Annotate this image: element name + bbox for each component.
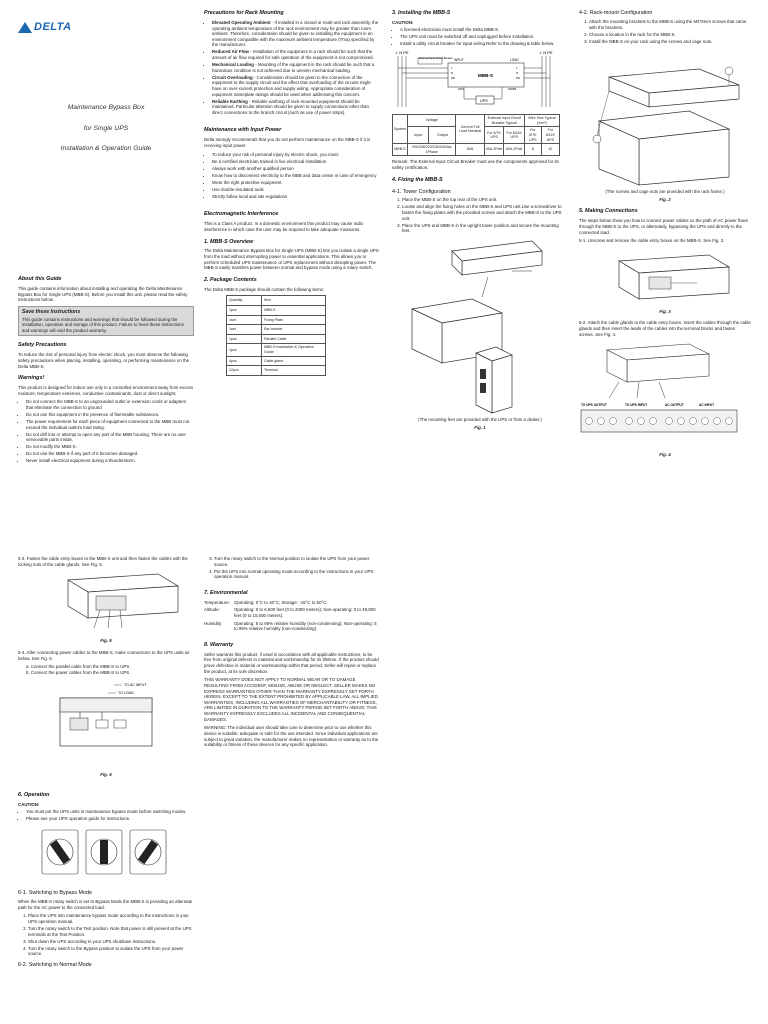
svg-text:N: N (451, 71, 454, 76)
ext-breaker-label: External Input Circuit Breaker (419, 57, 453, 61)
table-row: MBB-S 200/208/220/230/240Vac 1Phase 50A 40A 2Pole 60A 2Pole 8 10 (393, 144, 560, 156)
step-5-1: 5-1. Unscrew and remove the cable entry boxes on the MBB-S. See Fig. 3. (579, 238, 725, 244)
package-table (226, 295, 326, 375)
table-row: 12pcs Terminal (227, 366, 326, 376)
table-row: 1pcs Parallel Cable (227, 334, 326, 344)
wiring-diagram (392, 49, 568, 111)
conn-intro: The steps below show you how to connect power cables so the path of AC power flows through the MBB-S to the UPS, or alternately, bypassing the UPS and directly to the connected load. (579, 218, 748, 235)
fig6-illustration (18, 678, 194, 770)
normal-steps (204, 556, 380, 580)
fig3-illustration (579, 247, 751, 307)
brand-name: DELTA (34, 21, 72, 33)
list-item: • Elevated Operating Ambient - If installed in a closed or multi-unit rack assembly, the operating ambient temperature of the rack environment may be greater than room ambient. Therefore, consideration should be given to installing the equipment in an environment compatible with the maximum ambient temperature (Tma) specified by the manufacturer. (212, 20, 380, 48)
list-item: • Reduced Air Flow - Installation of the equipment in a rack should be such that the amount of air flow required for safe operation of the equipment is not compromised. (212, 49, 380, 60)
svg-text:PE: PE (451, 76, 456, 81)
list-item: • Use double-insulated tools (212, 187, 380, 193)
list-item: • Please see your UPS operation guide for instructions. (26, 816, 194, 822)
list-item: • Wear the right protective equipment (212, 180, 380, 186)
svg-text:N: N (516, 71, 519, 76)
list-item: • Circuit Overloading - Consideration should be given to the connection of the equipment to the supply circuit and the effect that overloading of the circuits might have on over-current protection and supply wiring. Appropriate consideration of equipment nameplate ratings should be used when addressing this concern. (212, 75, 380, 98)
about-heading: About this Guide (18, 276, 62, 283)
normal-subheading: 6-2. Switching to Normal Mode (18, 961, 92, 968)
list-item: • Know how to disconnect electricity to the MBB and data center in case of emergency (212, 173, 380, 179)
list-item: • Reliable Earthing - Reliable earthing of rack-mounted equipment should be maintained. Particular attention should be given to supply connections other than direct connections to the branch circuit (such as use of power strips). (212, 99, 380, 116)
lnpe-right-label: L N PE (540, 50, 553, 56)
safety-text: To reduce the risk of personal injury from electric shock, you must observe the following safety precautions when placing, installing, operating, or performing maintenance on the Delta MBB-S. (18, 352, 190, 369)
maint-heading: Maintenance with Input Power (204, 127, 282, 134)
bottom-column-2 (204, 556, 380, 751)
step-5-3: 5-3. Fasten the cable entry boxes to the MBB-S unit and then fasten the cables with the locking nuts of the cable glands. See Fig. 5. (18, 556, 188, 567)
safety-heading: Safety Precautions (18, 342, 67, 349)
operation-caution: CAUTION: (18, 801, 40, 807)
list-item: • Do not modify the MBB-S. (26, 444, 194, 450)
fig2-note: (The screws and cage nuts are provided with the rack frame.) (605, 189, 725, 195)
list-item: • Do not drill into or attempt to open any part of the MBB housing. There are no user serviceable parts inside. (26, 432, 194, 443)
list-item: 4. Put the UPS into normal operating mode according to the instructions in your UPS operation manual. (214, 569, 380, 580)
fig5-caption: Fig. 5 (100, 638, 112, 644)
fig5-illustration (18, 570, 194, 636)
list-item: 3. Turn the rotary switch to the Normal position to isolate the UPS from your power source. (214, 556, 380, 567)
table-row: System Voltage Current Full Load Nominal External Input Circuit Breaker Typical Wire Size Typical (mm²) (393, 115, 560, 127)
fig1-caption: Fig. 1 (474, 424, 486, 430)
fixing-heading: 4. Fixing the MBB-S (392, 176, 443, 183)
table-row: 4pcs Cable gland (227, 356, 326, 366)
list-item: • To reduce your risk of personal injury by electric shock, you must: (212, 152, 380, 158)
install-remark: Remark: The External Input Circuit Breaker must use the components approved for its safety certification. (392, 159, 559, 170)
conn-heading: 5. Making Connections (579, 208, 638, 215)
rackmount-steps (579, 19, 751, 44)
fig1-illustration (392, 237, 568, 415)
load-label: LOAD (510, 58, 519, 63)
step-5-4: 5-4. After connecting power cables to the MBB-S, make connections to the UPS units as below. See Fig. 6. (18, 649, 190, 661)
cover-title (18, 104, 194, 154)
table-row: Input Output For 5/7K UPS For 6/11K UPS For 5/7K UPS For 6/11K UPS (393, 127, 560, 144)
list-item: 1. Place the UPS into maintenance bypass mode according to the instructions in your UPS operation manual. (28, 913, 194, 924)
env-row: Temperature: Operating: 0°C to 40°C; Storage: -15°C to 50°C. (204, 599, 328, 605)
tower-subheading: 4-1. Tower Configuration (392, 188, 451, 195)
list-item: • The power requirement for each piece of equipment connected to the MBB must not exceed the individual outlet's load rating. (26, 419, 194, 430)
contents-intro: The Delta MBB-S package should contain the following items: (204, 286, 325, 292)
delta-logo (18, 20, 194, 34)
fig6-caption: Fig. 6 (100, 772, 112, 778)
fig1-note: (The mounting feet are provided with the UPS or from a dealer.) (418, 416, 542, 422)
bypass-steps (18, 913, 194, 957)
warnings-heading: Warnings! (18, 375, 45, 382)
cover-line-3: Installation & Operation Guide (60, 145, 152, 153)
delta-triangle-icon (18, 22, 32, 33)
list-item: • A licensed electrician must install the Delta MBB-S. (400, 27, 568, 33)
contents-heading: 2. Package Contents (204, 276, 257, 283)
maint-list (204, 152, 380, 200)
rotary-switch-illustration (18, 824, 194, 880)
table-row: 1pcs MBB-S (227, 306, 326, 316)
column-3 (392, 6, 568, 436)
install-caution: CAUTION: (392, 19, 414, 25)
warnings-list (18, 399, 194, 464)
list-item: 2. Turn the rotary switch to the Test position. Note that power is still present at the UPS terminals at the Test Position. (28, 926, 194, 937)
rackmount-heading: 4-2. Rack-mount Configuration (579, 10, 653, 16)
install-list (392, 27, 568, 47)
bottom-column-1 (18, 556, 194, 971)
warranty-p3: WARNING: The individual user should take care to determine prior to use whether this device is suitable, adequate or safe for the use intended. Since individual applications are subject to great variation, the manufacturer makes no representation or warranty as to the suitability or fitness of these devices for any specific application. (204, 725, 379, 748)
terminal-label-ac-input: AC INPUT (699, 403, 715, 408)
operation-heading: 6. Operation (18, 792, 50, 798)
save-heading: Save these Instructions (22, 308, 81, 315)
list-item: • Mechanical Loading - Mounting of the equipment in the rack should be such that a hazardous condition is not achieved due to uneven mechanical loading. (212, 62, 380, 73)
env-heading: 7. Environmental (204, 589, 248, 596)
list-item: • Strictly follow local and site regulations (212, 194, 380, 200)
sw1-label: SW1 (458, 87, 465, 92)
list-item: • You must put the UPS units in maintenance bypass mode before switching modes. (26, 809, 194, 815)
about-text: This guide contains information about installing and operating the Delta Maintenance Bypass Box for Single UPS (MBB-S). Before you install this unit, please read the safety instructions below. (18, 286, 188, 303)
list-item: 3. Install the MBB-S on your rack using the screws and cage nuts. (589, 39, 751, 45)
list-item: • Do not use this equipment in the presence of flammable substances. (26, 412, 194, 418)
step-5-4a: a. Connect the parallel cable from the MBB-S to UPS. (26, 664, 131, 670)
env-row: Altitude: Operating: 0 to 6,600 feet (0 to 2000 meters); Non-operating: 0 to 49,000 feet (0 to 15,000 meters). (204, 607, 376, 619)
fig2-caption: Fig. 2 (659, 196, 671, 202)
column-2 (204, 6, 380, 376)
ups-label: UPS (480, 99, 488, 104)
to-ac-input-label: TO AC INPUT (124, 683, 147, 688)
table-row: Quantity Item (227, 296, 326, 306)
warranty-p2: THIS WARRANTY DOES NOT APPLY TO NORMAL WEAR OR TO DAMAGE RESULTING FROM ACCIDENT, MISUSE, ABUSE OR NEGLECT. SELLER MAKES NO EXPRESS WARRANTIES OTHER THAN THE WARRANTY EXPRESSLY SET FORTH HEREIN. EXCEPT TO THE EXTENT PROHIBITED BY APPLICABLE LAW, ALL IMPLIED WARRANTIES, INCLUDING ALL WARRANTIES OF MERCHANTABILITY OR FITNESS, ARE LIMITED IN DURATION TO THE WARRANTY PERIOD SET FORTH ABOVE; THIS WARRANTY EXPRESSLY EXCLUDES ALL INCIDENTAL AND CONSEQUENTIAL DAMAGES. (204, 677, 378, 722)
cover-line-1: Maintenance Bypass Box (67, 104, 145, 112)
list-item: • The UPS unit must be switched off and unplugged before installation. (400, 34, 568, 40)
list-item: 1. Attach the mounting brackets to the MBB-S using the M4*6mm screws that came with the brackets. (589, 19, 751, 30)
list-item: • Never install electrical equipment during a thunderstorm. (26, 458, 194, 464)
svg-text:PE: PE (516, 76, 521, 81)
list-item: • Do not connect the MBB-S to an ungrounded outlet or extension cords or adapters that eliminate the connection to ground (26, 399, 194, 410)
column-4 (579, 6, 751, 464)
svg-text:L: L (516, 66, 518, 71)
fig4-illustration (579, 340, 751, 450)
list-item: 2. Locate and align the fixing holes on the MBB-S and UPS unit.Use a screwdriver to fasten the fixing plates with the provided screws and attach the MBB-S to the UPS unit. (402, 204, 568, 221)
list-item: • Always work with another qualified person (212, 166, 380, 172)
terminal-label-ac-output: AC OUTPUT (665, 403, 684, 408)
overview-text: The Delta Maintenance Bypass Box for Single UPS (MBB-S) lets you isolate a single UPS from the load without interrupting power to essential applications. This allows you to perform scheduled UPS maintenance or UPS replacement without disrupting power. The MBB-S easily transfers power between normal and bypass mode using a rotary switch. (204, 248, 379, 271)
list-item: 3. Place the UPS and MBB-S in the upright tower position and secure the mounting feet. (402, 223, 568, 234)
to-load-label: TO LOAD (118, 691, 134, 696)
cover-line-2: for Single UPS (83, 124, 129, 132)
bypass-subheading: 6-1. Switching to Bypass Mode (18, 890, 93, 897)
maint-intro: Delta strongly recommends that you do not perform maintenance on the MBB-S if it is receiving input power. (204, 137, 371, 148)
rack-heading: Precautions for Rack Mounting (204, 10, 284, 16)
warranty-p1: Seller warrants this product, if used in accordance with all applicable instructions, to be free from original defects in material and workmanship for its lifetime. If the product should prove defective in material or workmanship within that period, Seller will repair or replace the product, at its sole discretion. (204, 651, 379, 674)
swb1-label: SWB1 (508, 87, 517, 92)
save-text: This guide contains instructions and warnings that should be followed during the installation, operation and storage of this product. Failure to heed these instructions and warnings will void the product warranty. (22, 316, 184, 333)
table-row: 1set Ear bracket (227, 325, 326, 335)
bypass-intro: When the MBB-S rotary switch is set to Bypass Mode the MBB-S is providing an alternate path for the AC power to the connected load. (18, 899, 193, 910)
warnings-intro: This product is designed for indoor use only in a controlled environment away from excess moisture, temperature extremes, conductive contaminants, dust or direct sunlight. (18, 385, 194, 396)
step-5-4b: b. Connect the power cables from the MBB-S to UPS. (26, 669, 131, 675)
column-1 (18, 6, 194, 467)
table-row: 1pcs MBB-S Installation & Operation Guide (227, 344, 326, 356)
list-item: • Do not use the MBB-S if any part of it becomes damaged. (26, 451, 194, 457)
lnpe-left-label: L N PE (396, 50, 409, 56)
save-instructions-box (18, 306, 194, 337)
emi-heading: Electromagnetic Interference (204, 211, 279, 218)
mbb-label: MBB-S (478, 73, 494, 79)
warranty-heading: 8. Warranty (204, 641, 234, 648)
step-5-2: 5-2. Attach the cable glands to the cable entry boxes. Insert the cables through the cable glands and then insert the leads of the cables into the terminal blocks and fasten screws. See Fig. 4. (579, 320, 751, 337)
tower-steps (392, 197, 568, 234)
rack-list (204, 20, 380, 116)
fig2-illustration (579, 47, 751, 187)
terminal-label-ups-output: TO UPS OUTPUT (581, 403, 607, 408)
table-row: 1set Fixing Plate (227, 315, 326, 325)
env-row: Humidity: Operating: 5 to 95% relative humidity (non-condensing); Non-operating: 5 to 95% relative humidity (non-condensing). (204, 620, 377, 632)
fig3-caption: Fig. 3 (659, 308, 671, 314)
list-item: 2. Choose a location in the rack for the MBB-S. (589, 32, 751, 38)
list-item: 1. Place the MBB-S on the top rear of the UPS unit. (402, 197, 568, 203)
overview-heading: 1. MBB-S Overview (204, 238, 254, 245)
list-item: 3. Shut down the UPS according to your UPS shutdown instructions. (28, 939, 194, 945)
terminal-label-ups-input: TO UPS INPUT (625, 403, 648, 408)
list-item: • Install a utility circuit breaker for input wiring.Refer to the drawing & table below. (400, 41, 568, 47)
svg-text:L: L (451, 66, 453, 71)
operation-list (18, 809, 194, 822)
list-item: • Be a certified electrician trained in live electrical installation (212, 159, 380, 165)
install-heading: 3. Installing the MBB-S (392, 10, 451, 16)
emi-text: This is a Class A product. In a domestic environment this product may cause radio interference in which case the user may be required to take adequate measures. (204, 221, 364, 232)
list-item: 4. Turn the rotary switch to the Bypass position to isolate the UPS from your power source. (28, 946, 194, 957)
input-label: INPUT (454, 58, 464, 63)
fig4-caption: Fig. 4 (659, 452, 671, 458)
spec-table (392, 114, 560, 156)
